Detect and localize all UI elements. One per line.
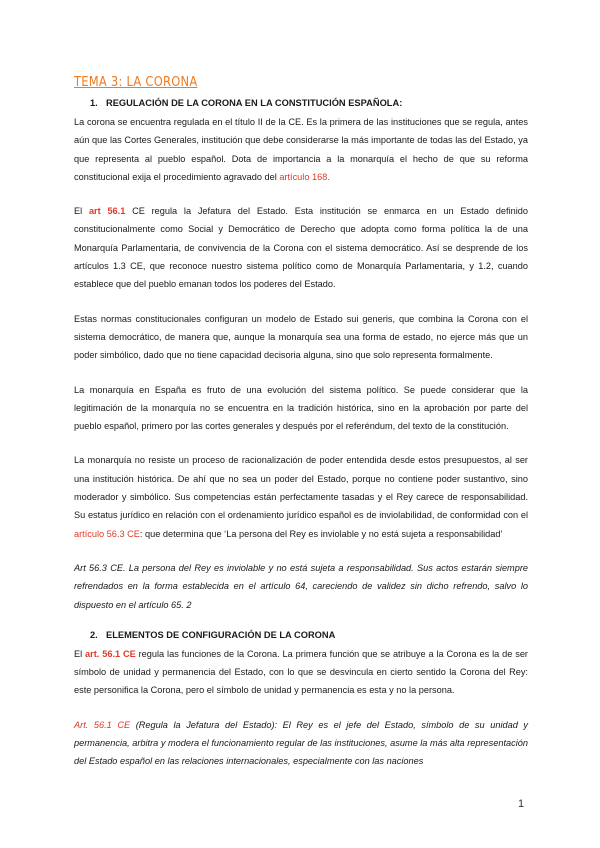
art-56-1-ce-quote-ref: Art. 56.1 CE — [74, 719, 131, 730]
page-number: 1 — [518, 798, 525, 810]
paragraph-2-2 — [74, 716, 528, 771]
article-56-3-ref: artículo 56.3 CE — [74, 528, 140, 539]
paragraph-1-2-pre: El — [74, 206, 89, 217]
art-56-1-ref: art 56.1 — [88, 206, 126, 217]
paragraph-1-2 — [74, 202, 528, 293]
paragraph-1-5-tail: : que determina que ‘La persona del Rey es inviolable y no está sujeta a responsabilidad’ — [139, 528, 503, 539]
paragraph-2-2-text: (Regula la Jefatura del Estado): El Rey es el jefe del Estado, símbolo de su unidad y permanencia, arbitra y modera el funcionamiento regular de las instituciones, asume la más alta representación del Estado español en las relaciones internacionales, especialmente con las naciones — [74, 719, 529, 767]
paragraph-1-4: La monarquía en España es fruto de una evolución del sistema político. Se puede considerar que la legitimación de la monarquía no se encuentra en la tradición histórica, sino en la aprobación por parte del pueblo español, primero por las cortes generales y después por el referéndum, del texto de la constitución. — [74, 384, 528, 432]
art-56-1-ce-ref: art. 56.1 CE — [85, 648, 136, 659]
document-title: TEMA 3: LA CORONA — [74, 74, 198, 90]
paragraph-2-1 — [74, 645, 528, 700]
paragraph-2-1-text: regula las funciones de la Corona. La primera función que se atribuye a la Corona es la de ser símbolo de unidad y permanencia del Estado, con lo que se desvincula en cierto sentido la Corona del Rey: este personifica la Corona, pero el símbolo de unidad y permanencia es esta y no la persona. — [74, 648, 528, 696]
section-2-number: 2. — [90, 629, 98, 640]
section-2-heading — [74, 628, 528, 642]
paragraph-1-1-text: La corona se encuentra regulada en el título II de la CE. Es la primera de las instituciones que se regula, antes aún que las Cortes Generales, institución que debe considerarse la más importante de todas las del Estado, ya que representa al pueblo español. Dota de importancia a la monarquía el hecho de que su reforma constitucional exija el procedimiento agravado del — [74, 117, 528, 182]
section-1-number: 1. — [90, 98, 98, 108]
paragraph-1-5 — [74, 451, 528, 542]
quote-art-56-3: Art 56.3 CE. La persona del Rey es inviolable y no está sujeta a responsabilidad. Sus actos estarán siempre refrendados en la forma establecida en el artículo 64, careciendo de validez sin dicho refrendo, salvo lo dispuesto en el artículo 65. 2 — [74, 562, 528, 610]
section-1-heading — [74, 96, 528, 110]
document-page — [74, 72, 528, 787]
paragraph-1-1 — [74, 113, 528, 186]
paragraph-2-1-pre: El — [74, 648, 86, 659]
paragraph-1-2-text: CE regula la Jefatura del Estado. Esta institución se enmarca en un Estado definido constitucionalmente como Social y Democrático de Derecho que adopta como forma política la de una Monarquía Parlamentaria, de convivencia de la Corona con el sistema democrático. Así se desprende de los artículos 1.3 CE, que reconoce nuestro sistema político como de Monarquía Parlamentaria, y 1.2, cuando establece que del pueblo emanan todos los poderes del Estado. — [74, 206, 528, 290]
section-2-heading-text: ELEMENTOS DE CONFIGURACIÓN DE LA CORONA — [106, 629, 336, 640]
section-1-heading-text: REGULACIÓN DE LA CORONA EN LA CONSTITUCIÓN ESPAÑOLA: — [106, 98, 403, 108]
paragraph-1-5-text: La monarquía no resiste un proceso de racionalización de poder entendida desde estos presupuestos, al ser una institución histórica. De ahí que no sea un poder del Estado, porque no contiene poder sustantivo, sino moderador y simbólico. Sus competencias están perfectamente tasadas y el Rey carece de responsabilidad. Su estatus jurídico en relación con el ordenamiento jurídico español es de inviolabilidad, de conformidad con el — [74, 455, 528, 521]
paragraph-1-3: Estas normas constitucionales configuran un modelo de Estado sui generis, que combina la Corona con el sistema democrático, de manera que, aunque la monarquía sea una forma de estado, no ejerce más que un poder simbólico, dado que no tiene capacidad decisoria alguna, sino que solo representa formalmente. — [74, 313, 528, 361]
article-168-ref: artículo 168. — [279, 171, 330, 182]
